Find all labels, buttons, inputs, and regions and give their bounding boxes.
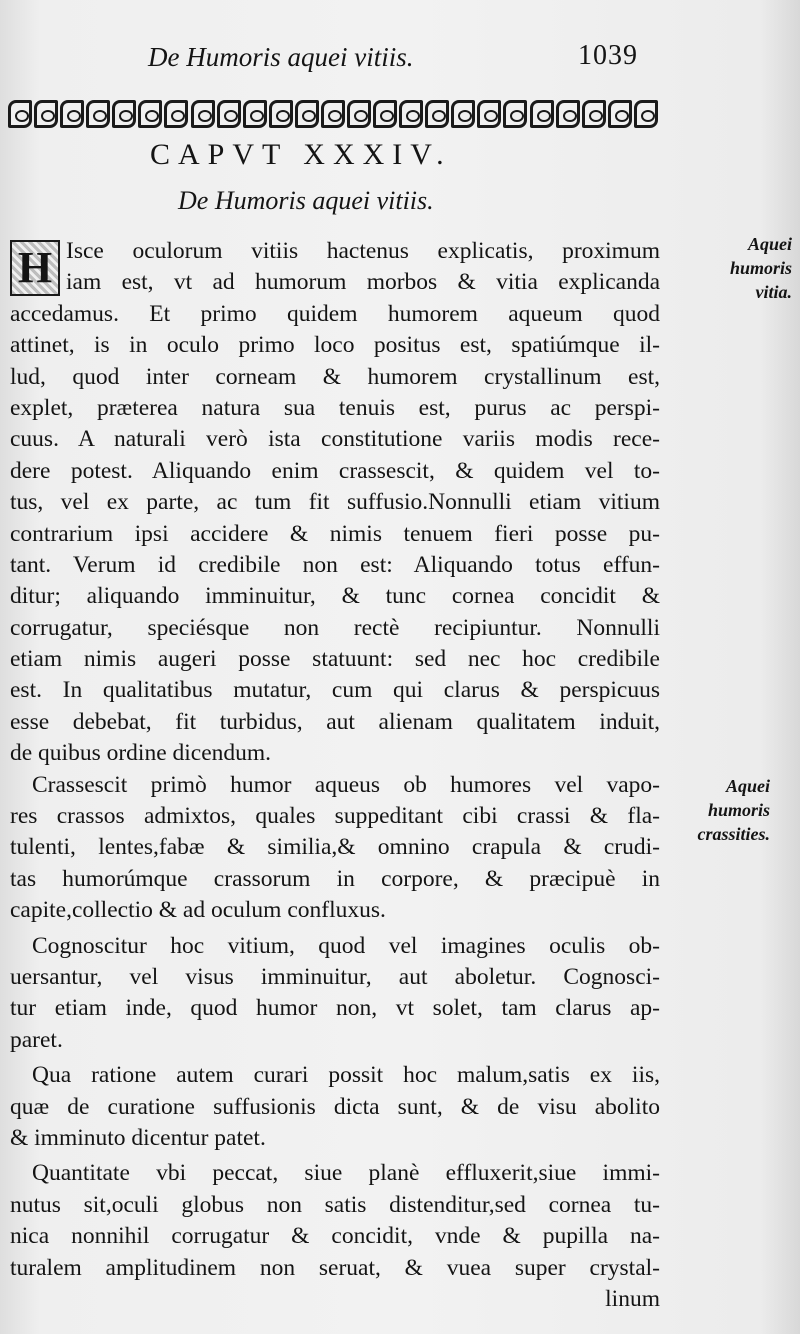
ornament-glyph — [373, 100, 397, 128]
ornament-glyph — [8, 100, 32, 128]
paragraph-1 — [10, 299, 660, 770]
text-line: Crassescit primò humor aqueus ob humores vel vapo- — [32, 771, 660, 798]
ornament-glyph — [34, 100, 58, 128]
text-line: tus, vel ex parte, ac tum fit suffusio.Nonnulli etiam vitium — [10, 489, 660, 516]
ornament-glyph — [530, 100, 554, 128]
text-line: cuus. A naturali verò ista constitutione variis modis rece- — [10, 426, 660, 453]
text-line: Quantitate vbi peccat, siue planè effluxerit,siue immi- — [32, 1160, 660, 1187]
text-line: tant. Verum id credibile non est: Aliquando totus effun- — [10, 551, 660, 578]
text-line: contrarium ipsi accidere & nimis tenuem fieri posse pu- — [10, 520, 660, 547]
text-line: dere potest. Aliquando enim crassescit, & quidem vel to- — [10, 457, 660, 484]
text-line: ditur; aliquando imminuitur, & tunc cornea concidit & — [10, 583, 660, 610]
ornament-glyph — [399, 100, 423, 128]
margin-note-line: Aquei — [725, 776, 770, 796]
page-number: 1039 — [578, 40, 638, 71]
ornament-glyph — [269, 100, 293, 128]
ornament-glyph — [112, 100, 136, 128]
text-line: uersantur, vel visus imminuitur, aut aboletur. Cognosci- — [10, 963, 660, 990]
ornament-glyph — [164, 100, 188, 128]
ornament-glyph — [138, 100, 162, 128]
ornament-glyph — [321, 100, 345, 128]
running-head — [0, 40, 800, 84]
paragraph-2 — [10, 770, 660, 927]
text-line: explet, præterea natura sua tenuis est, purus ac perspi- — [10, 394, 660, 421]
text-line: & imminuto dicentur patet. — [10, 1124, 266, 1151]
ornament-glyph — [477, 100, 501, 128]
text-line: corrugatur, speciésque non rectè recipiuntur. Nonnulli — [10, 614, 660, 641]
ornament-glyph — [503, 100, 527, 128]
ornament-glyph — [191, 100, 215, 128]
ornament-glyph — [295, 100, 319, 128]
text-line: paret. — [10, 1026, 63, 1053]
text-line: de quibus ordine dicendum. — [10, 740, 272, 767]
text-line: est. In qualitatibus mutatur, cum qui clarus & perspicuus — [10, 677, 660, 704]
drop-cap-initial: H — [10, 240, 60, 296]
text-line: accedamus. Et primo quidem humorem aqueum quod — [10, 300, 660, 327]
text-line: lud, quod inter corneam & humorem crystallinum est, — [10, 363, 660, 390]
margin-note-line: crassities. — [697, 824, 770, 844]
text-line: tas humorúmque crassorum in corpore, & præcipuè in — [10, 865, 660, 892]
margin-note-line: Aquei — [747, 234, 792, 254]
text-line: Cognoscitur hoc vitium, quod vel imagines oculis ob- — [32, 932, 660, 959]
text-line: turalem amplitudinem non seruat, & vuea super crystal- — [10, 1254, 660, 1281]
catchword: linum — [605, 1285, 660, 1312]
margin-note-line: humoris — [707, 800, 770, 820]
ornament-glyph — [582, 100, 606, 128]
text-line: esse debebat, fit turbidus, aut alienam qualitatem induit, — [10, 708, 660, 735]
text-line: etiam nimis augeri posse statuunt: sed nec hoc credibile — [10, 646, 660, 673]
text-line: attinet, is in oculo primo loco positus est, spatiúmque il- — [10, 332, 660, 359]
text-line: nutus sit,oculi globus non satis distenditur,sed cornea tu- — [10, 1191, 660, 1218]
running-title: De Humoris aquei vitiis. — [148, 42, 414, 72]
margin-note-aquei-vitia — [672, 232, 792, 304]
ornament-glyph — [634, 100, 658, 128]
text-line: capite,collectio & ad oculum confluxus. — [10, 897, 386, 924]
ornament-glyph — [347, 100, 371, 128]
chapter-subtitle: De Humoris aquei vitiis. — [178, 186, 434, 215]
text-line: tur etiam inde, quod humor non, vt solet, tam clarus ap- — [10, 995, 660, 1022]
body-text — [10, 236, 660, 1315]
text-line: Isce oculorum vitiis hactenus explicatis, proximum — [66, 238, 660, 264]
text-line: quæ de curatione suffusionis dicta sunt, & de visu abolito — [10, 1093, 660, 1120]
ornament-glyph — [425, 100, 449, 128]
text-line: nica nonnihil corrugatur & concidit, vnde & pupilla na- — [10, 1223, 660, 1250]
decorative-ornament-band — [8, 96, 658, 132]
text-line: tulenti, lentes,fabæ & similia,& omnino crapula & crudi- — [10, 834, 660, 861]
text-line: Qua ratione autem curari possit hoc malum,satis ex iis, — [32, 1062, 660, 1089]
ornament-glyph — [556, 100, 580, 128]
text-line: res crassos admixtos, quales suppeditant cibi crassi & fla- — [10, 803, 660, 830]
ornament-glyph — [217, 100, 241, 128]
ornament-glyph — [86, 100, 110, 128]
margin-note-line: vitia. — [755, 282, 792, 302]
ornament-glyph — [60, 100, 84, 128]
margin-note-aquei-crassities — [660, 774, 770, 846]
ornament-glyph — [451, 100, 475, 128]
margin-note-line: humoris — [729, 258, 792, 278]
paragraph-4 — [10, 1060, 660, 1154]
paragraph-3 — [10, 931, 660, 1057]
paragraph-5 — [10, 1158, 660, 1284]
ornament-glyph — [243, 100, 267, 128]
ornament-glyph — [608, 100, 632, 128]
text-line: iam est, vt ad humorum morbos & vitia explicanda — [66, 269, 660, 296]
chapter-heading: CAPVT XXXIV. — [150, 138, 452, 171]
paragraph-1-opening — [10, 236, 660, 299]
